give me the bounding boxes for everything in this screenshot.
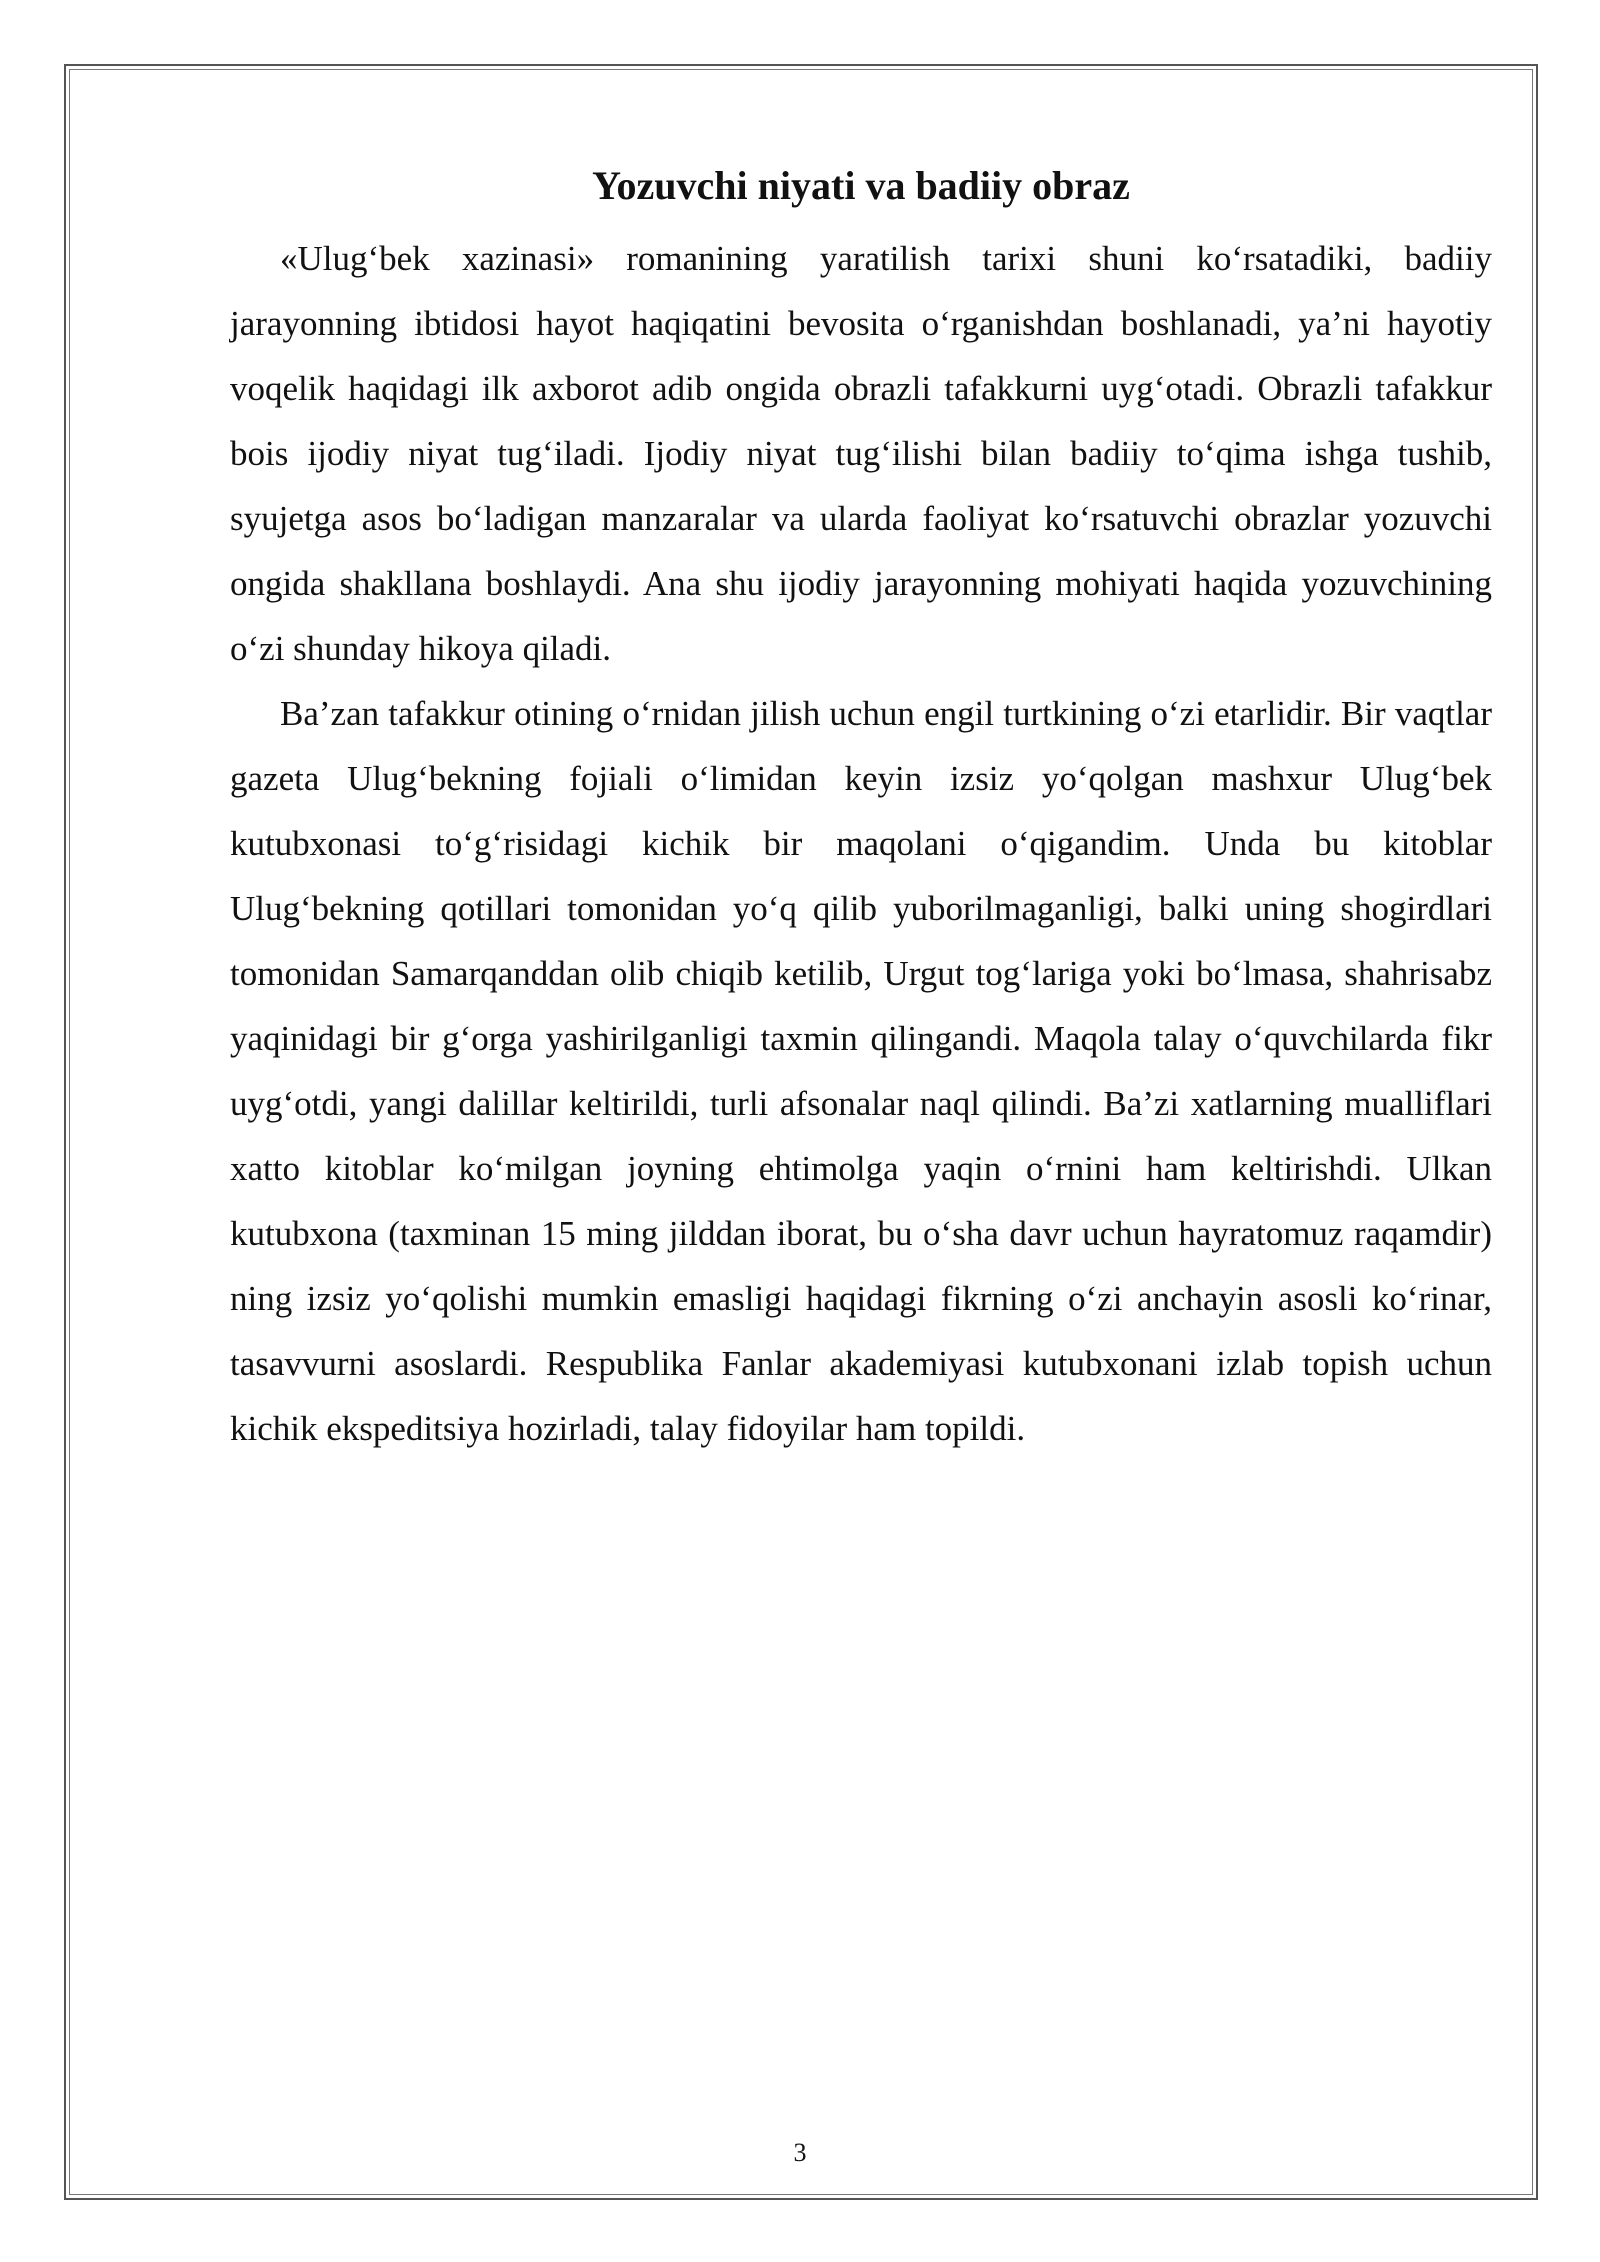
paragraph-1: «Ulug‘bek xazinasi» romanining yaratilish tarixi shuni ko‘rsatadiki, badiiy jarayonning ibtidosi hayot haqiqatini bevosita o‘rganishdan boshlanadi, ya’ni hayotiy voqelik haqidagi ilk axborot adib ongida obrazli tafakkurni uyg‘otadi. Obrazli tafakkur bois ijodiy niyat tug‘iladi. Ijodiy niyat tug‘ilishi bilan badiiy to‘qima ishga tushib, syujetga asos bo‘ladigan manzaralar va ularda faoliyat ko‘rsatuvchi obrazlar yozuvchi ongida shakllana boshlaydi. Ana shu ijodiy jarayonning mohiyati haqida yozuvchining o‘zi shunday hikoya qiladi. xyxy=(230,239,1492,668)
page-title: Yozuvchi niyati va badiiy obraz xyxy=(592,163,1130,208)
page-content xyxy=(230,158,1492,1461)
paragraph-2: Ba’zan tafakkur otining o‘rnidan jilish uchun engil turtkining o‘zi etarlidir. Bir vaqtlar gazeta Ulug‘bekning fojiali o‘limidan keyin izsiz yo‘qolgan mashxur Ulug‘bek kutubxonasi to‘g‘risidagi kichik bir maqolani o‘qigandim. Unda bu kitoblar Ulug‘bekning qotillari tomonidan yo‘q qilib yuborilmaganligi, balki uning shogirdlari tomonidan Samarqanddan olib chiqib ketilib, Urgut tog‘lariga yoki bo‘lmasa, shahrisabz yaqinidagi bir g‘orga yashirilganligi taxmin qilingandi. Maqola talay o‘quvchilarda fikr uyg‘otdi, yangi dalillar keltirildi, turli afsonalar naql qilindi. Ba’zi xatlarning mualliflari xatto kitoblar ko‘milgan joyning ehtimolga yaqin o‘rnini ham keltirishdi. Ulkan kutubxona (taxminan 15 ming jilddan iborat, bu o‘sha davr uchun hayratomuz raqamdir) ning izsiz yo‘qolishi mumkin emasligi haqidagi fikrning o‘zi anchayin asosli ko‘rinar, tasavvurni asoslardi. Respublika Fanlar akademiyasi kutubxonani izlab topish uchun kichik ekspeditsiya hozirladi, talay fidoyilar ham topildi. xyxy=(230,694,1492,1448)
page-number: 3 xyxy=(793,2138,807,2167)
